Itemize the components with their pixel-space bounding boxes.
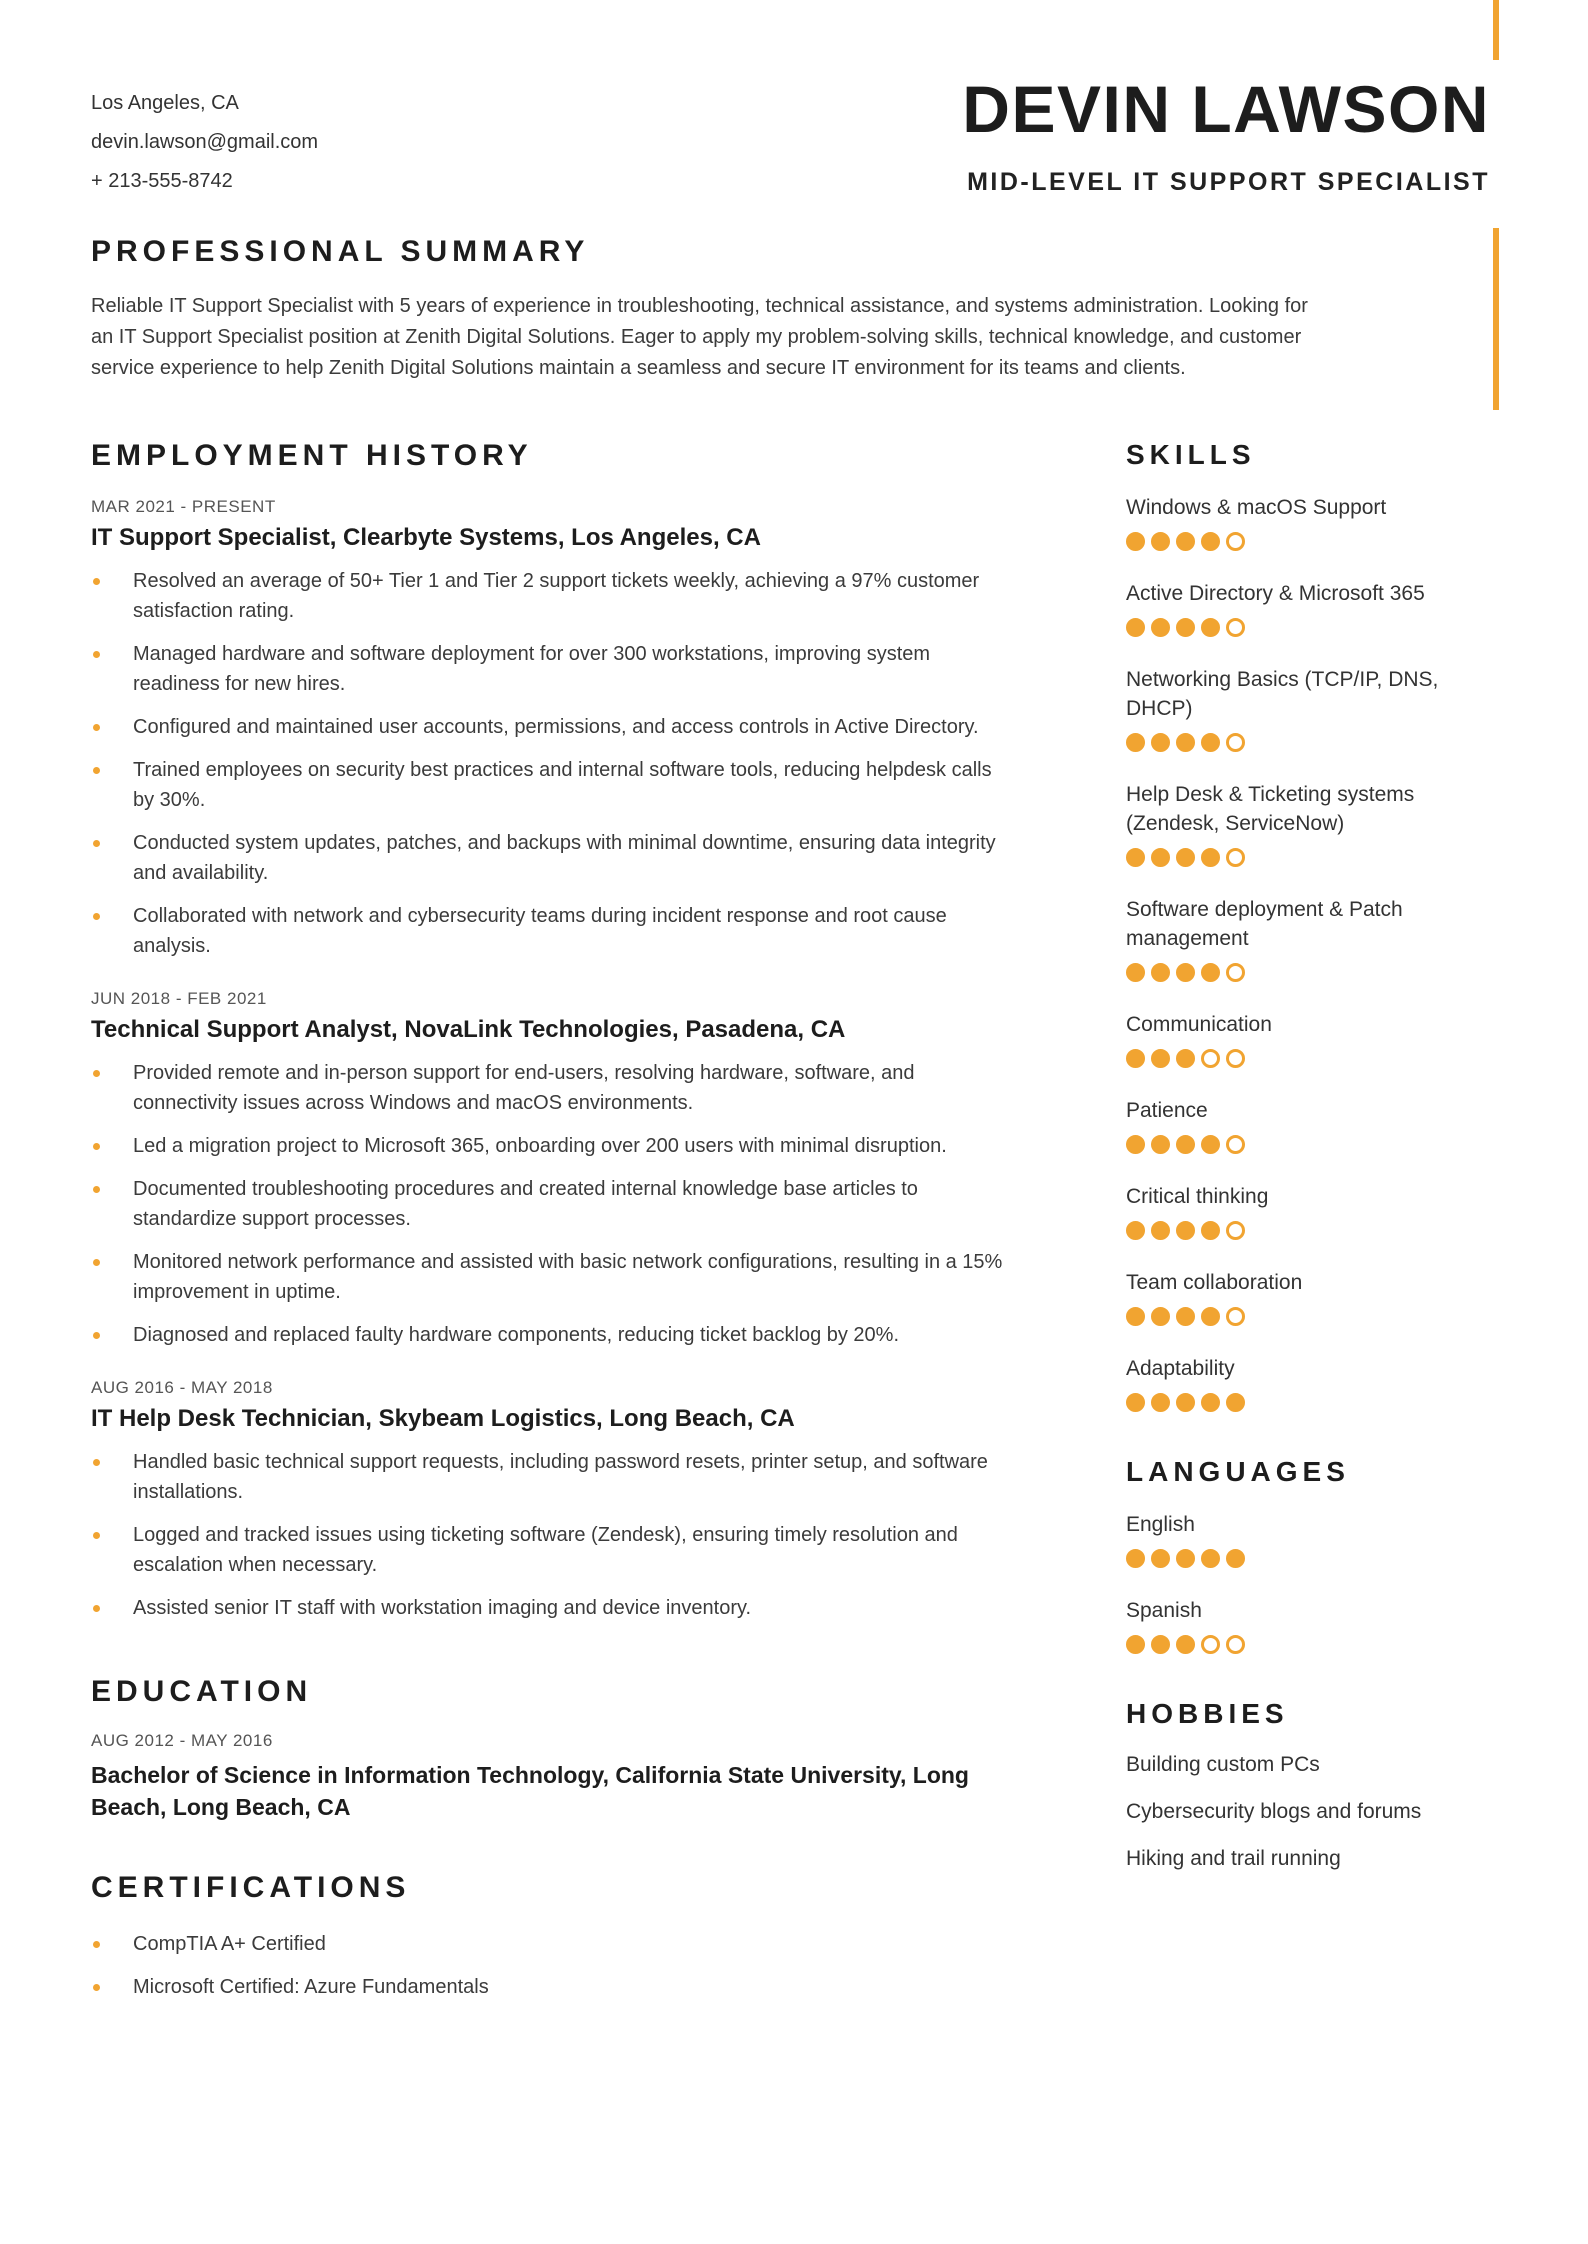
level-dot [1226,733,1245,752]
education-date: AUG 2012 - MAY 2016 [91,1731,273,1750]
level-dot [1201,1307,1220,1326]
summary-text: Reliable IT Support Specialist with 5 years of experience in troubleshooting, technical assistance, and systems administration. Looking for an IT Support Specialist position at Zenith Digital Solutions. Eager to apply my problem-solving skills, technical knowledge, and customer service experience to help Zenith Digital Solutions maintain a seamless and secure IT environment for its teams and clients. [91,295,1308,379]
skill-item [1126,1182,1490,1240]
job-bullet [91,712,1003,742]
bullet-dot [93,578,100,585]
language-label: English [1126,1513,1195,1536]
level-dot [1226,1135,1245,1154]
bullet-dot [93,1605,100,1612]
level-dot [1201,848,1220,867]
header [91,72,1490,201]
level-dot [1126,1135,1145,1154]
skill-label: Adaptability [1126,1357,1235,1380]
level-dot [1176,733,1195,752]
level-dot [1151,1221,1170,1240]
bullet-dot [93,1259,100,1266]
bullet-dot [93,724,100,731]
bullet-dot [93,1143,100,1150]
job-title: IT Help Desk Technician, Skybeam Logistics, Long Beach, CA [91,1405,795,1432]
job-date: MAR 2021 - PRESENT [91,497,276,516]
job-bullet [91,1520,1003,1580]
job-bullet-list [91,1447,1003,1623]
certifications-section [91,1871,1003,2002]
bullet-text: Collaborated with network and cybersecurity teams during incident response and root cause analysis. [133,905,947,957]
level-dot [1151,848,1170,867]
bullet-text: Assisted senior IT staff with workstation imaging and device inventory. [133,1597,752,1619]
level-dot [1176,1307,1195,1326]
level-dot [1226,1049,1245,1068]
level-dot [1126,532,1145,551]
employment-entry [91,1378,1003,1623]
level-dot [1151,1549,1170,1568]
level-dot [1126,1049,1145,1068]
level-dot [1126,1221,1145,1240]
bullet-text: Resolved an average of 50+ Tier 1 and Tier 2 support tickets weekly, achieving a 97% customer satisfaction rating. [133,570,980,622]
skill-label: Windows & macOS Support [1126,496,1387,519]
contact-phone: + 213-555-8742 [91,170,233,192]
certification-item [91,1972,1003,2002]
level-dot [1151,1393,1170,1412]
skill-item [1126,1010,1490,1068]
job-bullet [91,755,1003,815]
bullet-text: Diagnosed and replaced faulty hardware components, reducing ticket backlog by 20%. [133,1324,900,1346]
skill-label: Networking Basics (TCP/IP, DNS, DHCP) [1126,668,1439,720]
contact-block [91,84,318,201]
hobby-item: Hiking and trail running [1126,1847,1341,1870]
bullet-text: Microsoft Certified: Azure Fundamentals [133,1976,489,1998]
language-label: Spanish [1126,1599,1202,1622]
level-dot [1226,532,1245,551]
hobbies-section [1126,1698,1490,1873]
summary-section [91,235,1490,384]
languages-list [1126,1510,1490,1654]
education-section [91,1675,1003,1823]
level-dot [1176,848,1195,867]
job-bullet [91,828,1003,888]
skill-item [1126,665,1490,752]
level-dot [1176,618,1195,637]
summary-heading: PROFESSIONAL SUMMARY [91,235,590,268]
language-level-dots [1126,1549,1490,1568]
bullet-text: Conducted system updates, patches, and backups with minimal downtime, ensuring data integrity and availability. [133,832,996,884]
level-dot [1176,1549,1195,1568]
level-dot [1226,1393,1245,1412]
level-dot [1201,1135,1220,1154]
level-dot [1226,848,1245,867]
bullet-text: Trained employees on security best practices and internal software tools, reducing helpdesk calls by 30%. [133,759,992,811]
employment-list [91,497,1003,1623]
employment-heading: EMPLOYMENT HISTORY [91,439,533,472]
skill-item [1126,579,1490,637]
bullet-dot [93,651,100,658]
accent-rule-side [1493,228,1499,410]
skill-level-dots [1126,1393,1490,1412]
level-dot [1151,1635,1170,1654]
bullet-dot [93,1459,100,1466]
level-dot [1151,963,1170,982]
job-bullet [91,1447,1003,1507]
hobby-item: Cybersecurity blogs and forums [1126,1800,1422,1823]
level-dot [1201,1635,1220,1654]
level-dot [1176,532,1195,551]
name-block [962,72,1490,197]
bullet-text: Managed hardware and software deployment for over 300 workstations, improving system readiness for new hires. [133,643,931,695]
job-date: AUG 2016 - MAY 2018 [91,1378,273,1397]
level-dot [1226,1549,1245,1568]
skill-item [1126,895,1490,982]
job-bullet [91,1247,1003,1307]
skill-label: Team collaboration [1126,1271,1303,1294]
job-bullet [91,1320,1003,1350]
level-dot [1126,963,1145,982]
skill-item [1126,1268,1490,1326]
skill-label: Active Directory & Microsoft 365 [1126,582,1425,605]
bullet-text: Configured and maintained user accounts, permissions, and access controls in Active Directory. [133,716,979,738]
level-dot [1126,1635,1145,1654]
job-bullet-list [91,566,1003,961]
job-bullet [91,1593,1003,1623]
language-item [1126,1510,1490,1568]
level-dot [1176,1135,1195,1154]
level-dot [1201,1049,1220,1068]
certifications-heading: CERTIFICATIONS [91,1871,411,1904]
level-dot [1201,963,1220,982]
level-dot [1226,963,1245,982]
level-dot [1176,1221,1195,1240]
level-dot [1176,1393,1195,1412]
skill-item [1126,780,1490,867]
skill-label: Help Desk & Ticketing systems (Zendesk, ServiceNow) [1126,783,1415,835]
skill-item [1126,1354,1490,1412]
job-title: Technical Support Analyst, NovaLink Technologies, Pasadena, CA [91,1016,846,1043]
skill-level-dots [1126,532,1490,551]
skill-label: Communication [1126,1013,1272,1036]
level-dot [1226,1635,1245,1654]
hobbies-list [1126,1750,1490,1873]
job-date: JUN 2018 - FEB 2021 [91,989,267,1008]
skill-level-dots [1126,963,1490,982]
accent-rule-top [1493,0,1499,60]
bullet-text: Monitored network performance and assisted with basic network configurations, resulting in a 15% improvement in uptime. [133,1251,1003,1303]
languages-heading: LANGUAGES [1126,1456,1350,1487]
bullet-dot [93,1186,100,1193]
job-bullet [91,1131,1003,1161]
level-dot [1151,733,1170,752]
candidate-title: MID-LEVEL IT SUPPORT SPECIALIST [967,168,1490,196]
skill-label: Software deployment & Patch management [1126,898,1403,950]
level-dot [1126,1549,1145,1568]
certification-item [91,1929,1003,1959]
contact-location: Los Angeles, CA [91,92,239,114]
hobby-item: Building custom PCs [1126,1753,1320,1776]
skill-item [1126,493,1490,551]
level-dot [1176,963,1195,982]
job-title: IT Support Specialist, Clearbyte Systems, Los Angeles, CA [91,524,761,551]
sidebar [1126,439,1490,2002]
bullet-dot [93,1070,100,1077]
skill-level-dots [1126,618,1490,637]
level-dot [1226,618,1245,637]
job-bullet [91,1174,1003,1234]
level-dot [1201,1221,1220,1240]
level-dot [1201,618,1220,637]
level-dot [1126,618,1145,637]
bullet-dot [93,1941,100,1948]
job-bullet [91,1058,1003,1118]
level-dot [1201,1393,1220,1412]
skill-level-dots [1126,1221,1490,1240]
bullet-dot [93,840,100,847]
level-dot [1201,1549,1220,1568]
certification-list [91,1929,1003,2002]
skills-list [1126,493,1490,1412]
level-dot [1176,1049,1195,1068]
level-dot [1151,1135,1170,1154]
main-column [91,439,1003,2002]
job-bullet [91,566,1003,626]
skill-level-dots [1126,733,1490,752]
bullet-text: Documented troubleshooting procedures and created internal knowledge base articles to standardize support processes. [133,1178,918,1230]
bullet-text: CompTIA A+ Certified [133,1933,326,1955]
skill-item [1126,1096,1490,1154]
bullet-text: Provided remote and in-person support for end-users, resolving hardware, software, and connectivity issues across Windows and macOS environments. [133,1062,915,1114]
language-level-dots [1126,1635,1490,1654]
level-dot [1201,733,1220,752]
bullet-text: Led a migration project to Microsoft 365, onboarding over 200 users with minimal disruption. [133,1135,947,1157]
skill-level-dots [1126,1307,1490,1326]
level-dot [1151,1049,1170,1068]
level-dot [1151,618,1170,637]
employment-entry [91,497,1003,961]
skill-level-dots [1126,1135,1490,1154]
education-heading: EDUCATION [91,1675,313,1708]
education-degree: Bachelor of Science in Information Technology, California State University, Long Beach, Long Beach, CA [91,1762,969,1820]
bullet-dot [93,1532,100,1539]
contact-email: devin.lawson@gmail.com [91,131,319,153]
level-dot [1226,1221,1245,1240]
level-dot [1201,532,1220,551]
level-dot [1151,1307,1170,1326]
bullet-text: Handled basic technical support requests, including password resets, printer setup, and software installations. [133,1451,988,1503]
bullet-dot [93,913,100,920]
job-bullet-list [91,1058,1003,1350]
skill-label: Patience [1126,1099,1208,1122]
employment-entry [91,989,1003,1350]
bullet-dot [93,1332,100,1339]
content-columns [91,439,1490,2002]
languages-section [1126,1456,1490,1654]
language-item [1126,1596,1490,1654]
bullet-text: Logged and tracked issues using ticketing software (Zendesk), ensuring timely resolution and escalation when necessary. [133,1524,958,1576]
bullet-dot [93,1984,100,1991]
level-dot [1176,1635,1195,1654]
level-dot [1151,532,1170,551]
level-dot [1126,848,1145,867]
skill-label: Critical thinking [1126,1185,1269,1208]
level-dot [1126,1307,1145,1326]
skill-level-dots [1126,1049,1490,1068]
level-dot [1226,1307,1245,1326]
bullet-dot [93,767,100,774]
job-bullet [91,901,1003,961]
level-dot [1126,733,1145,752]
skill-level-dots [1126,848,1490,867]
skills-heading: SKILLS [1126,439,1256,470]
hobbies-heading: HOBBIES [1126,1698,1289,1729]
level-dot [1126,1393,1145,1412]
candidate-name: DEVIN LAWSON [962,72,1490,146]
job-bullet [91,639,1003,699]
